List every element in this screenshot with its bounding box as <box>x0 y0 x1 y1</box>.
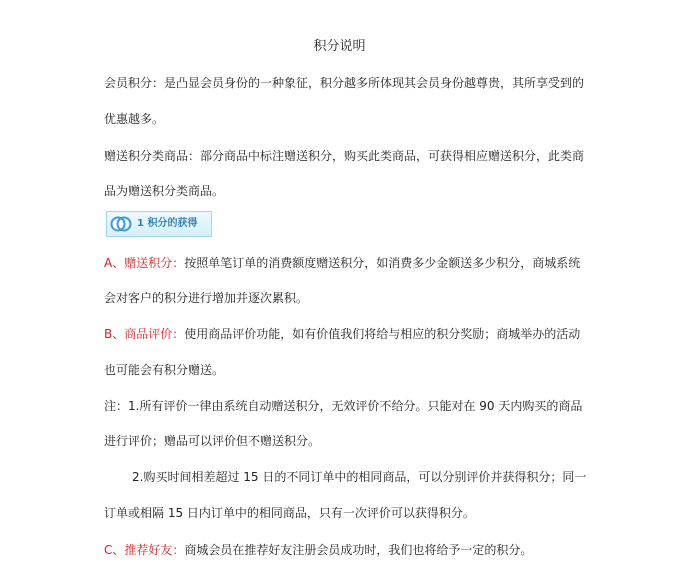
item-b-text: 使用商品评价功能，如有价值我们将给与相应的积分奖励；商城举办的活动 <box>184 327 581 341</box>
item-a-line-1 <box>104 254 580 272</box>
item-b-label: B、商品评价： <box>104 327 185 341</box>
two-circles-icon <box>110 214 132 234</box>
note-line-2: 进行评价；赠品可以评价但不赠送积分。 <box>104 434 321 448</box>
item-a-line-2: 会对客户的积分进行增加并逐次累积。 <box>104 291 309 305</box>
gift-points-line-1: 赠送积分类商品：部分商品中标注赠送积分，购买此类商品，可获得相应赠送积分，此类商 <box>104 149 585 163</box>
item-b-line-1 <box>104 325 580 343</box>
item-a-label: A、赠送积分： <box>104 256 185 270</box>
item-c-line-1 <box>104 541 532 559</box>
note-line-1: 注：1.所有评价一律由系统自动赠送积分，无效评价不给分。只能对在 90 天内购买的商品 <box>104 399 583 413</box>
note-2-line-1: 2.购买时间相差超过 15 日的不同订单中的相同商品，可以分别评价并获得积分；同一 <box>132 470 587 484</box>
item-b-line-2: 也可能会有积分赠送。 <box>104 363 225 377</box>
note-2-line-2: 订单或相隔 15 日内订单中的相同商品，只有一次评价可以获得积分。 <box>104 506 475 520</box>
section-banner <box>106 211 212 237</box>
page-title: 积分说明 <box>313 39 366 54</box>
member-points-line-2: 优惠越多。 <box>104 112 165 126</box>
gift-points-line-2: 品为赠送积分类商品。 <box>104 184 225 198</box>
section-banner-label: 1 积分的获得 <box>137 218 198 229</box>
member-points-line-1: 会员积分：是凸显会员身份的一种象征，积分越多所体现其会员身份越尊贵，其所享受到的 <box>104 76 585 90</box>
item-c-text: 商城会员在推荐好友注册会员成功时，我们也将给予一定的积分。 <box>184 543 533 557</box>
item-c-label: C、推荐好友： <box>104 543 185 557</box>
item-a-text: 按照单笔订单的消费额度赠送积分，如消费多少金额送多少积分，商城系统 <box>184 256 581 270</box>
